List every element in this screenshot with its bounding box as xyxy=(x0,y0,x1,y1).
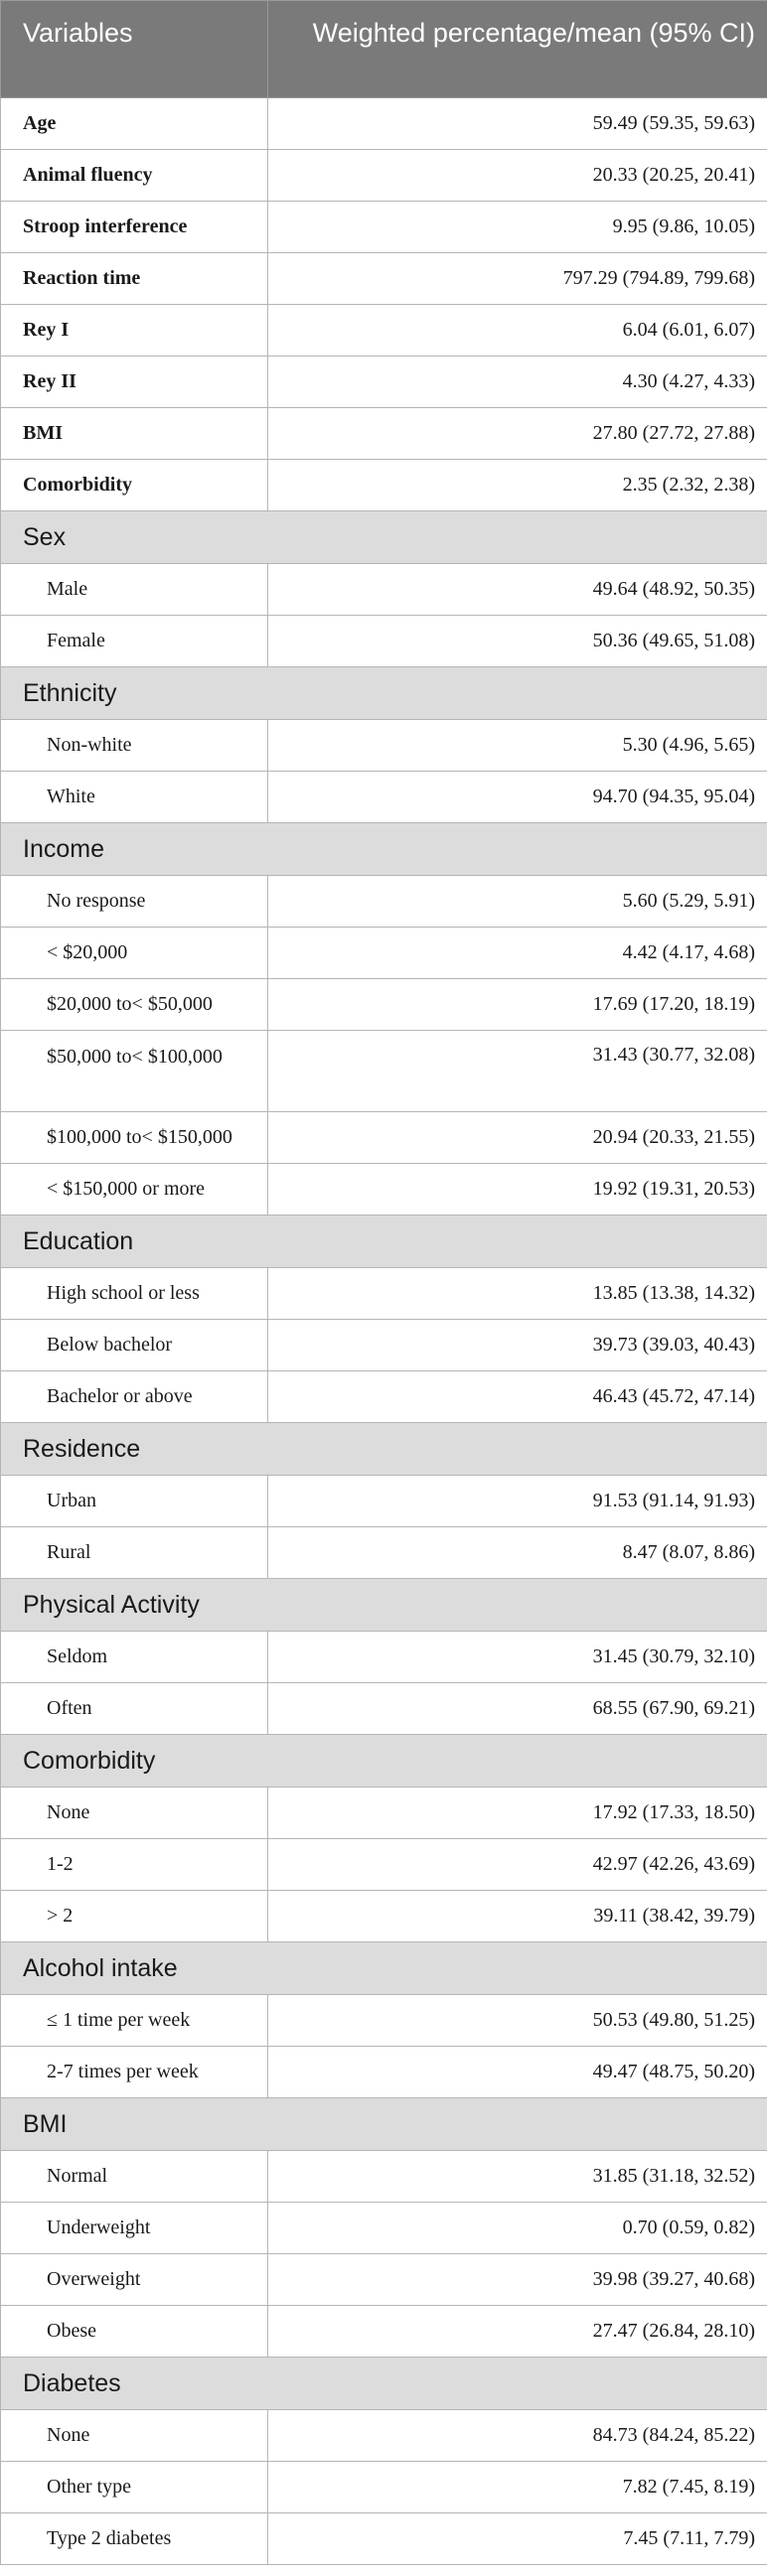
row-value: 17.69 (17.20, 18.19) xyxy=(268,979,767,1031)
section-row-residence xyxy=(1,1423,767,1476)
row-label: Non-white xyxy=(1,720,268,772)
table-row xyxy=(1,720,767,772)
section-row-physical-activity xyxy=(1,1579,767,1632)
row-value: 5.60 (5.29, 5.91) xyxy=(268,876,767,928)
table-row xyxy=(1,2203,767,2254)
row-label: BMI xyxy=(1,408,268,460)
row-value: 20.33 (20.25, 20.41) xyxy=(268,150,767,202)
section-title: Comorbidity xyxy=(1,1735,767,1788)
row-value: 5.30 (4.96, 5.65) xyxy=(268,720,767,772)
table-row xyxy=(1,408,767,460)
row-label: $100,000 to< $150,000 xyxy=(1,1112,268,1164)
row-value: 31.43 (30.77, 32.08) xyxy=(268,1031,767,1112)
table-row xyxy=(1,616,767,667)
row-label: < $20,000 xyxy=(1,928,268,979)
row-label: $50,000 to< $100,000 xyxy=(1,1031,268,1112)
row-value: 49.64 (48.92, 50.35) xyxy=(268,564,767,616)
header-weighted-percentage: Weighted percentage/mean (95% CI) xyxy=(268,1,767,98)
row-value: 9.95 (9.86, 10.05) xyxy=(268,202,767,253)
table-row xyxy=(1,2462,767,2513)
row-label: < $150,000 or more xyxy=(1,1164,268,1216)
section-title: Education xyxy=(1,1216,767,1268)
table-body xyxy=(1,98,767,2565)
section-row-income xyxy=(1,823,767,876)
row-label: Rey I xyxy=(1,305,268,357)
row-value: 94.70 (94.35, 95.04) xyxy=(268,772,767,823)
section-row-bmi xyxy=(1,2098,767,2151)
section-title: Diabetes xyxy=(1,2358,767,2410)
row-value: 7.45 (7.11, 7.79) xyxy=(268,2513,767,2565)
table-row xyxy=(1,1476,767,1527)
row-label: 1-2 xyxy=(1,1839,268,1891)
table-row xyxy=(1,1995,767,2047)
row-label: Animal fluency xyxy=(1,150,268,202)
table-row xyxy=(1,1112,767,1164)
row-value: 39.98 (39.27, 40.68) xyxy=(268,2254,767,2306)
row-label: None xyxy=(1,1788,268,1839)
row-value: 91.53 (91.14, 91.93) xyxy=(268,1476,767,1527)
table-row xyxy=(1,1320,767,1371)
table-row xyxy=(1,1632,767,1683)
table-row xyxy=(1,564,767,616)
row-value: 6.04 (6.01, 6.07) xyxy=(268,305,767,357)
section-title: Physical Activity xyxy=(1,1579,767,1632)
row-value: 17.92 (17.33, 18.50) xyxy=(268,1788,767,1839)
row-label: Bachelor or above xyxy=(1,1371,268,1423)
table-row xyxy=(1,772,767,823)
row-label: ≤ 1 time per week xyxy=(1,1995,268,2047)
row-label: Stroop interference xyxy=(1,202,268,253)
row-value: 68.55 (67.90, 69.21) xyxy=(268,1683,767,1735)
table-row xyxy=(1,305,767,357)
section-title: Ethnicity xyxy=(1,667,767,720)
section-title: BMI xyxy=(1,2098,767,2151)
row-value: 4.42 (4.17, 4.68) xyxy=(268,928,767,979)
row-label: White xyxy=(1,772,268,823)
table-row xyxy=(1,150,767,202)
row-value: 59.49 (59.35, 59.63) xyxy=(268,98,767,150)
row-label: Female xyxy=(1,616,268,667)
row-value: 20.94 (20.33, 21.55) xyxy=(268,1112,767,1164)
section-row-alcohol-intake xyxy=(1,1942,767,1995)
table-row xyxy=(1,2254,767,2306)
row-label: Male xyxy=(1,564,268,616)
table-row xyxy=(1,2047,767,2098)
table-row xyxy=(1,2410,767,2462)
table-row xyxy=(1,1788,767,1839)
row-value: 8.47 (8.07, 8.86) xyxy=(268,1527,767,1579)
row-label: Other type xyxy=(1,2462,268,2513)
row-value: 2.35 (2.32, 2.38) xyxy=(268,460,767,511)
section-row-ethnicity xyxy=(1,667,767,720)
section-title: Residence xyxy=(1,1423,767,1476)
row-label: Reaction time xyxy=(1,253,268,305)
row-value: 7.82 (7.45, 8.19) xyxy=(268,2462,767,2513)
table-row xyxy=(1,202,767,253)
row-label: Obese xyxy=(1,2306,268,2358)
table-row xyxy=(1,1268,767,1320)
row-label: Underweight xyxy=(1,2203,268,2254)
table-row xyxy=(1,1891,767,1942)
row-label: High school or less xyxy=(1,1268,268,1320)
section-row-sex xyxy=(1,511,767,564)
row-value: 39.73 (39.03, 40.43) xyxy=(268,1320,767,1371)
row-label: Below bachelor xyxy=(1,1320,268,1371)
row-value: 13.85 (13.38, 14.32) xyxy=(268,1268,767,1320)
row-value: 27.47 (26.84, 28.10) xyxy=(268,2306,767,2358)
section-row-diabetes xyxy=(1,2358,767,2410)
table-row xyxy=(1,98,767,150)
table-row xyxy=(1,1839,767,1891)
section-row-comorbidity xyxy=(1,1735,767,1788)
row-value: 50.53 (49.80, 51.25) xyxy=(268,1995,767,2047)
section-title: Alcohol intake xyxy=(1,1942,767,1995)
row-value: 31.85 (31.18, 32.52) xyxy=(268,2151,767,2203)
table-row xyxy=(1,1527,767,1579)
row-label: $20,000 to< $50,000 xyxy=(1,979,268,1031)
row-value: 42.97 (42.26, 43.69) xyxy=(268,1839,767,1891)
section-title: Sex xyxy=(1,511,767,564)
table-row xyxy=(1,1683,767,1735)
row-value: 797.29 (794.89, 799.68) xyxy=(268,253,767,305)
table-row xyxy=(1,2513,767,2565)
row-label: No response xyxy=(1,876,268,928)
row-value: 4.30 (4.27, 4.33) xyxy=(268,357,767,408)
table-row xyxy=(1,928,767,979)
row-label: Rural xyxy=(1,1527,268,1579)
row-value: 50.36 (49.65, 51.08) xyxy=(268,616,767,667)
table-row xyxy=(1,2306,767,2358)
table-row xyxy=(1,1031,767,1112)
row-value: 46.43 (45.72, 47.14) xyxy=(268,1371,767,1423)
row-label: Often xyxy=(1,1683,268,1735)
table-row xyxy=(1,979,767,1031)
row-value: 0.70 (0.59, 0.82) xyxy=(268,2203,767,2254)
table-row xyxy=(1,460,767,511)
table-row xyxy=(1,357,767,408)
row-label: 2-7 times per week xyxy=(1,2047,268,2098)
row-value: 31.45 (30.79, 32.10) xyxy=(268,1632,767,1683)
table-row xyxy=(1,253,767,305)
row-value: 49.47 (48.75, 50.20) xyxy=(268,2047,767,2098)
table-header xyxy=(1,1,767,98)
row-value: 19.92 (19.31, 20.53) xyxy=(268,1164,767,1216)
row-value: 84.73 (84.24, 85.22) xyxy=(268,2410,767,2462)
row-label: Urban xyxy=(1,1476,268,1527)
section-row-education xyxy=(1,1216,767,1268)
row-label: Age xyxy=(1,98,268,150)
row-label: Normal xyxy=(1,2151,268,2203)
row-label: > 2 xyxy=(1,1891,268,1942)
header-row xyxy=(1,1,767,98)
row-label: Type 2 diabetes xyxy=(1,2513,268,2565)
table-row xyxy=(1,876,767,928)
header-variables: Variables xyxy=(1,1,268,98)
row-label: Seldom xyxy=(1,1632,268,1683)
table-row xyxy=(1,2151,767,2203)
table-row xyxy=(1,1371,767,1423)
row-label: None xyxy=(1,2410,268,2462)
section-title: Income xyxy=(1,823,767,876)
row-value: 39.11 (38.42, 39.79) xyxy=(268,1891,767,1942)
row-label: Rey II xyxy=(1,357,268,408)
row-label: Comorbidity xyxy=(1,460,268,511)
table-row xyxy=(1,1164,767,1216)
row-value: 27.80 (27.72, 27.88) xyxy=(268,408,767,460)
row-label: Overweight xyxy=(1,2254,268,2306)
